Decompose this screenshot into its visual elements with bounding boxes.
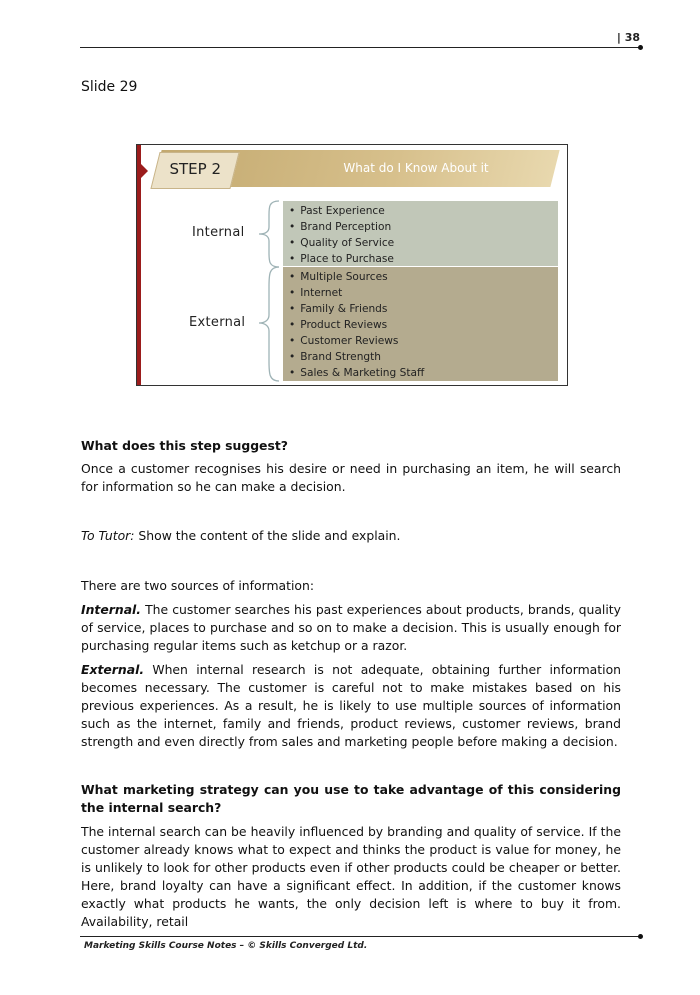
slide-label: Slide 29 (81, 79, 138, 95)
external-item: • Customer Reviews (289, 333, 552, 349)
internal-label: Internal (192, 225, 245, 240)
header-rule-dot (638, 45, 643, 50)
internal-paragraph-block (81, 601, 621, 655)
slide-arrow-icon (141, 164, 148, 178)
tutor-note (81, 527, 621, 545)
question-heading: What does this step suggest? (81, 438, 288, 453)
slide-title: What do I Know About it (343, 161, 489, 175)
step-label: STEP 2 (169, 160, 222, 178)
tutor-label: To Tutor: (81, 528, 135, 543)
internal-brace-icon (253, 199, 283, 269)
footer-rule-dot (638, 934, 643, 939)
step-box (150, 152, 239, 189)
footer-rule (80, 936, 640, 937)
slide-accent-bar (137, 145, 141, 385)
slide-image (136, 144, 568, 386)
internal-item: • Place to Purchase (289, 251, 552, 267)
paragraph: Once a customer recognises his desire or need in purchasing an item, he will search for information so he can make a decision. (81, 461, 621, 494)
sources-intro (81, 577, 621, 595)
external-text: When internal research is not adequate, obtaining further information becomes necessary. The customer is careful not to make mistakes based on his previous experiences. As a result, he is likely to use multiple sources of information such as the internet, family and friends, product reviews, customer reviews, brand strength and even directly from sales and marketing people before making a decision. (81, 662, 621, 749)
external-item: • Family & Friends (289, 301, 552, 317)
internal-item: • Past Experience (289, 203, 552, 219)
internal-item: • Quality of Service (289, 235, 552, 251)
tutor-text: Show the content of the slide and explain. (134, 528, 401, 543)
external-paragraph-block (81, 661, 621, 751)
question-heading: What marketing strategy can you use to take advantage of this considering the internal search? (81, 782, 621, 815)
external-item: • Product Reviews (289, 317, 552, 333)
external-item: • Multiple Sources (289, 269, 552, 285)
internal-item: • Brand Perception (289, 219, 552, 235)
paragraph: There are two sources of information: (81, 578, 315, 593)
internal-text: The customer searches his past experiences about products, brands, quality of service, places to purchase and so on to make a decision. This is usually enough for purchasing regular items such as ketchup or a razor. (81, 602, 621, 653)
external-label: External (189, 315, 246, 330)
internal-term: Internal. (81, 602, 142, 617)
question-2-block (81, 781, 621, 931)
paragraph: The internal search can be heavily influenced by branding and quality of service. If the customer already knows what to expect and thinks the product is value for money, he is unlikely to look for other products even if other products could be cheaper or better. Here, brand loyalty can have a significant effect. In addition, if the customer knows exactly what products he wants, the only decision left is where to buy it from. Availability, retail (81, 824, 621, 929)
external-term: External. (81, 662, 145, 677)
page-number: | 38 (616, 31, 640, 44)
external-item: • Sales & Marketing Staff (289, 365, 552, 381)
external-item: • Brand Strength (289, 349, 552, 365)
external-brace-icon (253, 265, 283, 383)
internal-box (283, 201, 558, 266)
external-box (283, 267, 558, 381)
footer-text: Marketing Skills Course Notes – © Skills Converged Ltd. (84, 941, 368, 951)
external-item: • Internet (289, 285, 552, 301)
header-rule (80, 47, 640, 48)
question-1-block (81, 437, 621, 496)
